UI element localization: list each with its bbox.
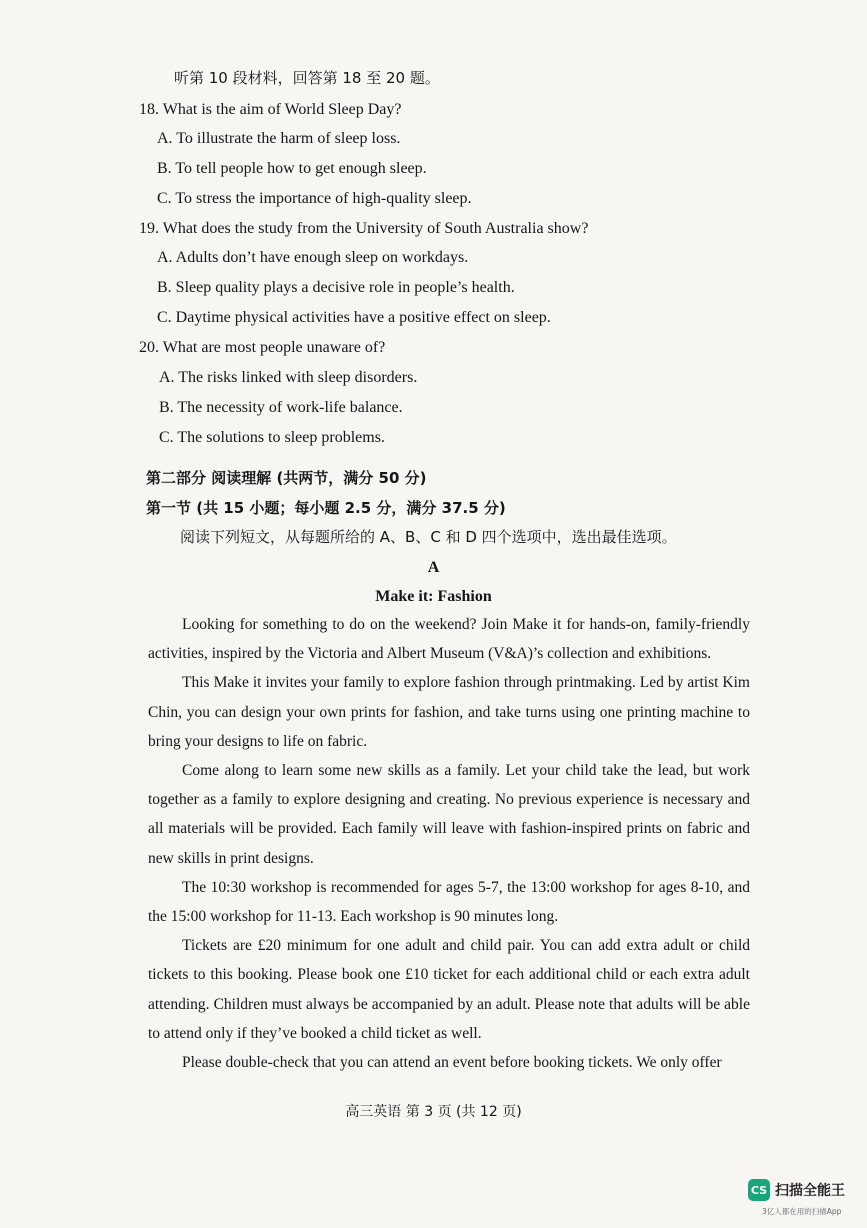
camscanner-logo-icon: CS — [748, 1179, 770, 1201]
question-18-option-c: C. To stress the importance of high-quality sleep. — [157, 190, 472, 207]
question-19-option-c: C. Daytime physical activities have a positive effect on sleep. — [157, 309, 551, 326]
question-19-option-b: B. Sleep quality plays a decisive role in people’s health. — [157, 279, 515, 296]
question-20-stem: 20. What are most people unaware of? — [139, 339, 386, 356]
question-19-stem: 19. What does the study from the University of South Australia show? — [139, 220, 589, 237]
passage-paragraph-3: Come along to learn some new skills as a family. Let your child take the lead, but work together as a family to explore designing and creating. No previous experience is necessary and all materials will be provided. Each family will leave with fashion-inspired prints on fabric and new skills in print designs. — [148, 762, 750, 867]
listening-instruction: 听第 10 段材料，回答第 18 至 20 题。 — [174, 69, 440, 87]
passage-paragraph-1: Looking for something to do on the weekend? Join Make it for hands-on, family-friendly activities, inspired by the Victoria and Albert Museum (V&A)’s collection and exhibitions. — [148, 616, 750, 663]
question-20-option-a: A. The risks linked with sleep disorders. — [159, 369, 418, 386]
question-18-option-a: A. To illustrate the harm of sleep loss. — [157, 130, 401, 147]
scanner-app-name: 扫描全能王 — [775, 1183, 845, 1199]
scanner-tagline: 3亿人都在用的扫描App — [762, 1207, 842, 1216]
scanner-watermark — [748, 1179, 845, 1201]
passage-paragraph-4: The 10:30 workshop is recommended for ages 5-7, the 13:00 workshop for ages 8-10, and the 15:00 workshop for 11-13. Each workshop is 90 minutes long. — [148, 878, 750, 926]
question-18-option-b: B. To tell people how to get enough sleep. — [157, 160, 427, 177]
passage-title: Make it: Fashion — [375, 588, 492, 605]
question-20-option-b: B. The necessity of work-life balance. — [159, 399, 403, 416]
reading-part-title: 第二部分 阅读理解 (共两节，满分 50 分) — [146, 469, 427, 487]
question-18-stem: 18. What is the aim of World Sleep Day? — [139, 101, 402, 118]
passage-paragraph-6: Please double-check that you can attend an event before booking tickets. We only offer — [182, 1054, 722, 1072]
passage-paragraph-2: This Make it invites your family to explore fashion through printmaking. Led by artist Kim Chin, you can design your own prints for fashion, and take turns using one printing machine to bring your designs to life on fabric. — [148, 674, 750, 750]
passage-body — [148, 610, 750, 1077]
question-20-option-c: C. The solutions to sleep problems. — [159, 429, 385, 446]
question-19-option-a: A. Adults don’t have enough sleep on workdays. — [157, 249, 469, 266]
passage-paragraph-5: Tickets are £20 minimum for one adult and child pair. You can add extra adult or child tickets to this booking. Please book one £10 ticket for each additional child or each extra adult attending. Children must always be accompanied by an adult. Please note that adults will be able to attend only if they’ve booked a child ticket as well. — [148, 937, 750, 1042]
reading-section-title: 第一节 (共 15 小题；每小题 2.5 分，满分 37.5 分) — [146, 499, 506, 517]
reading-instruction: 阅读下列短文，从每题所给的 A、B、C 和 D 四个选项中，选出最佳选项。 — [180, 528, 677, 546]
passage-letter: A — [427, 559, 440, 576]
page-footer: 高三英语 第 3 页 (共 12 页) — [345, 1104, 522, 1120]
